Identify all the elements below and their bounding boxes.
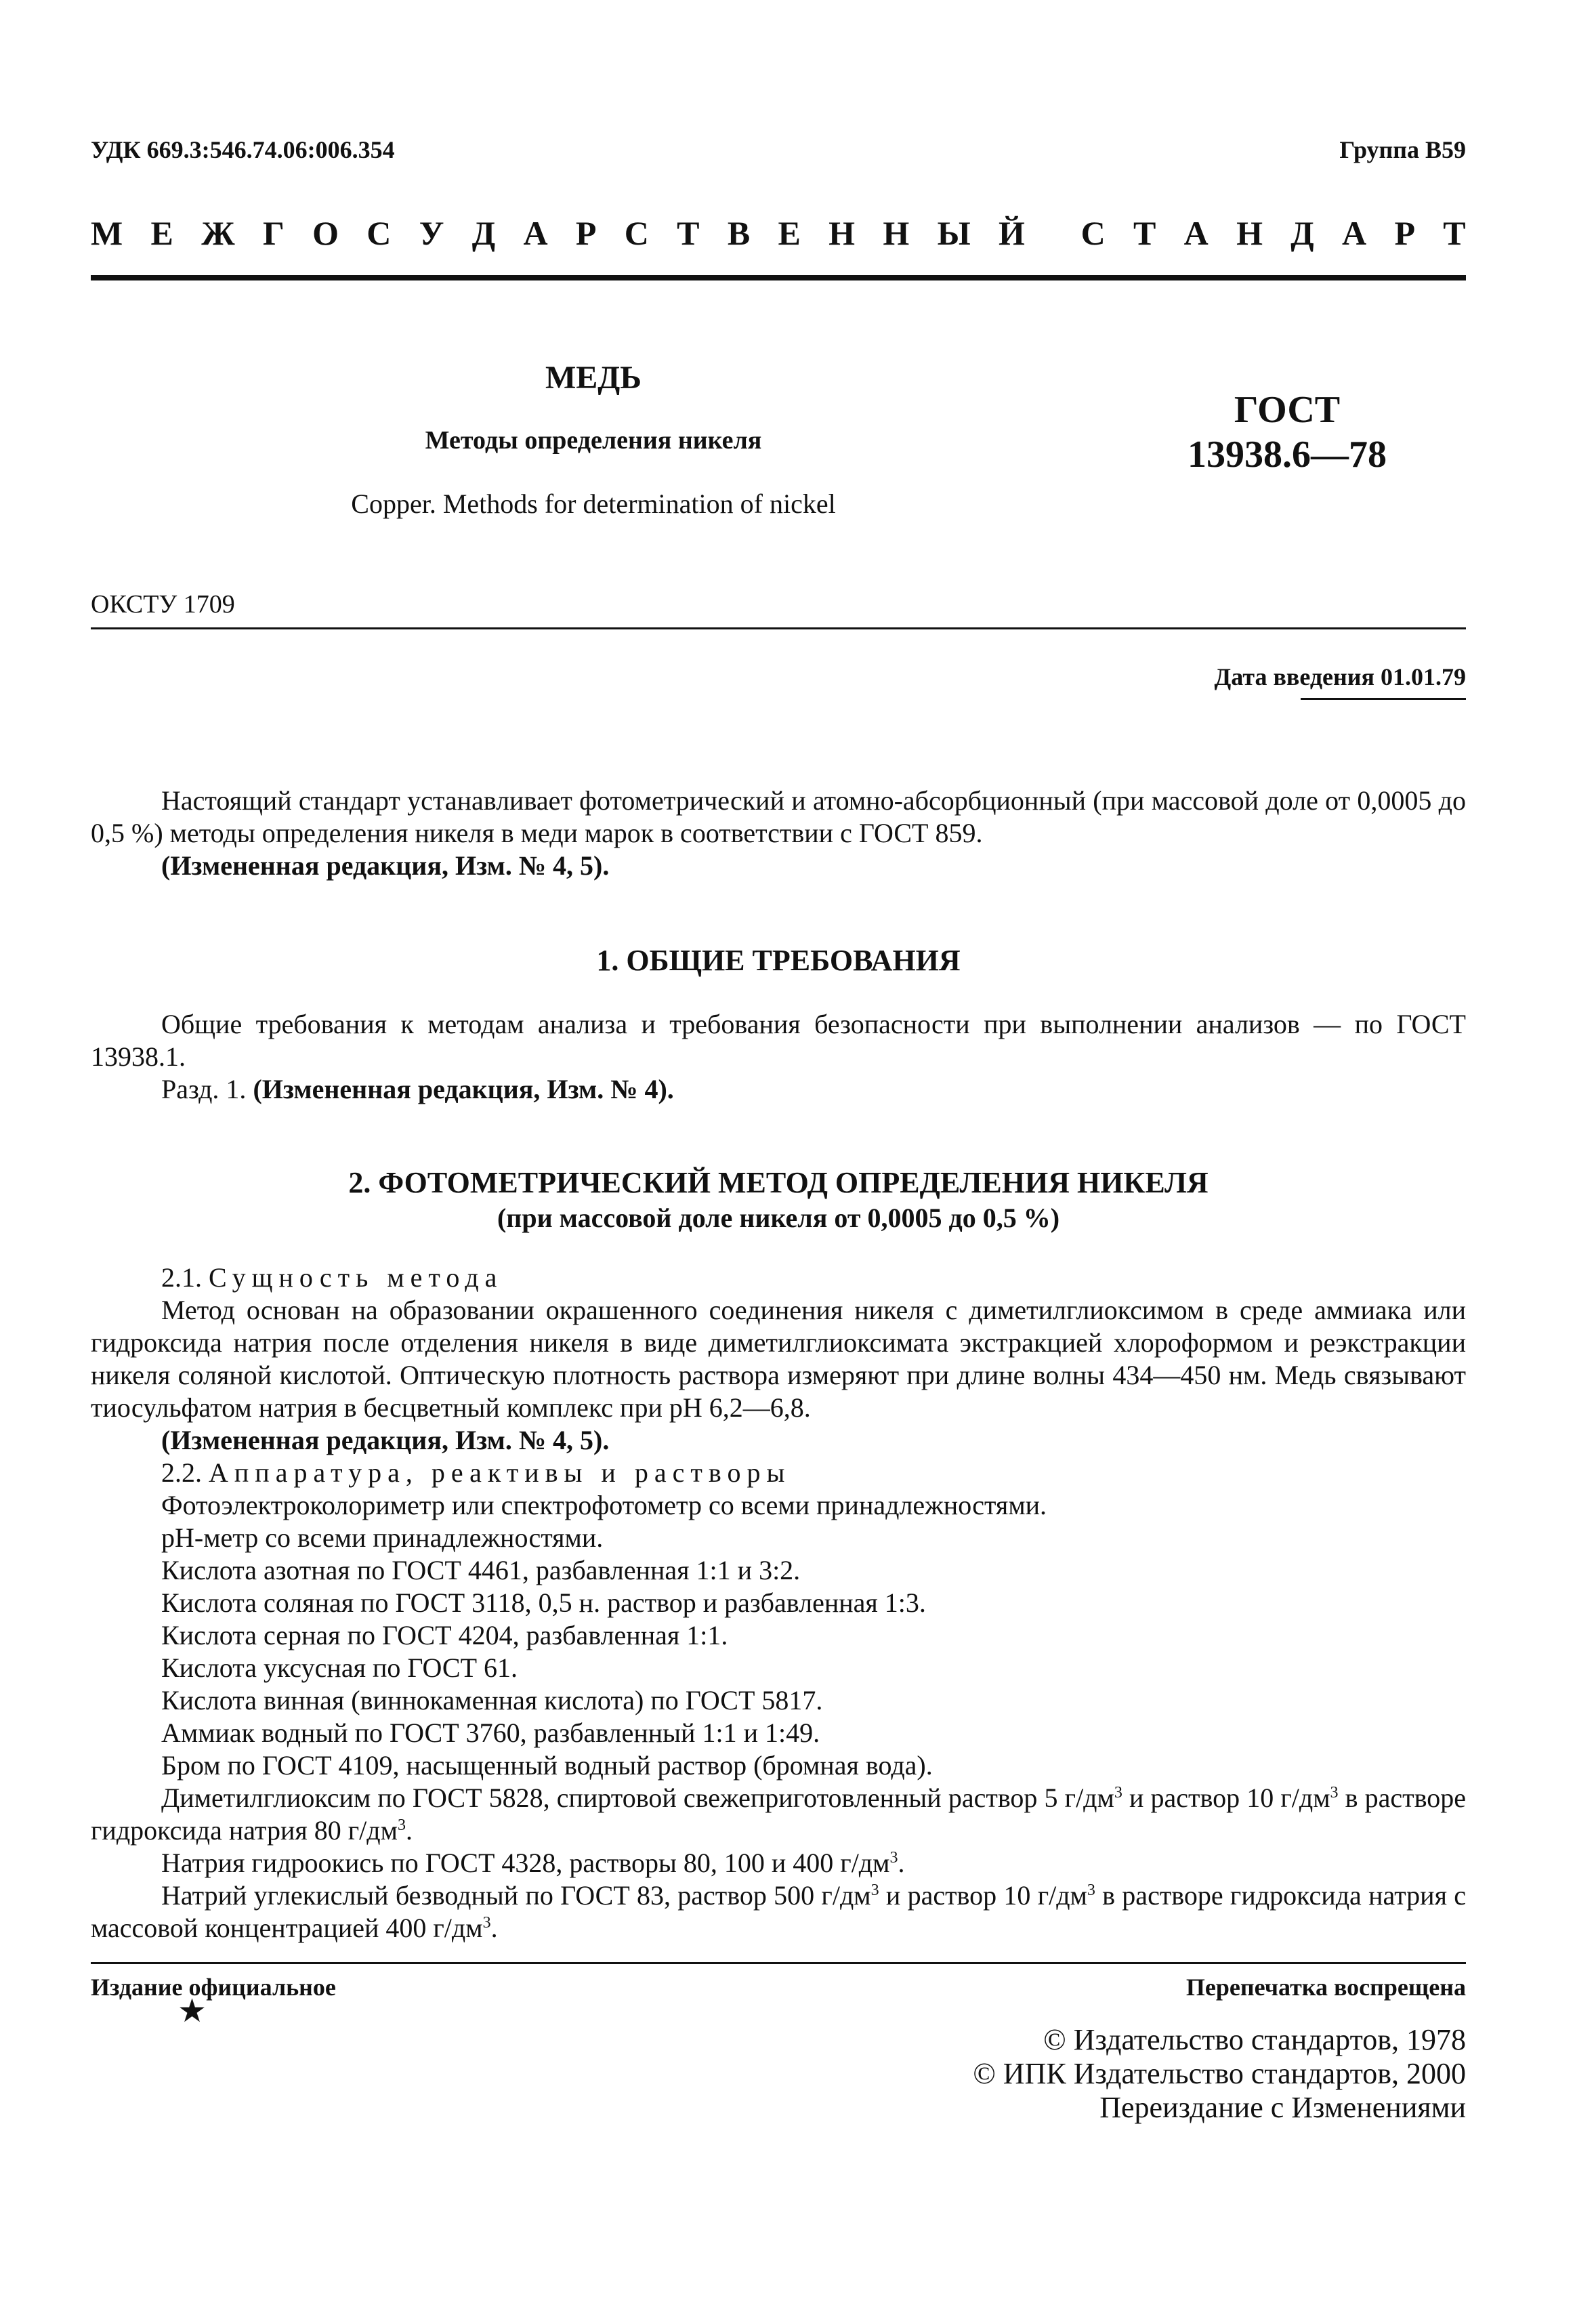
banner-letter: Д [471, 214, 496, 252]
list-item: Бром по ГОСТ 4109, насыщенный водный раствор (бромная вода). [161, 1750, 933, 1781]
banner-letter: Р [575, 214, 597, 252]
list-item: Кислота серная по ГОСТ 4204, разбавленная 1:1. [161, 1620, 728, 1650]
date-underline [1301, 698, 1466, 700]
clause-title: Аппаратура, реактивы и растворы [209, 1457, 791, 1488]
clause-2-1-text: Метод основан на образовании окрашенного соединения никеля с диметилглиоксимом в среде аммиака или гидроксида натрия после отделения никеля в виде диметилглиоксимата экстракцией хлороформом и реэкстракции никеля соляной кислотой. Оптическую плотность раствора измеряют при длине волны 434—450 нм. Медь связывают тиосульфатом натрия в бесцветный комплекс при pH 6,2—6,8. [91, 1295, 1466, 1423]
udk-code: УДК 669.3:546.74.06:006.354 [91, 136, 395, 163]
header-rule [91, 275, 1466, 280]
copyright-line: © Издательство стандартов, 1978 [1043, 2023, 1466, 2056]
text-run: . [405, 1815, 413, 1846]
section-1-title: 1. ОБЩИЕ ТРЕБОВАНИЯ [596, 944, 961, 977]
superscript: 3 [889, 1849, 898, 1867]
reprint-prohibited-label: Перепечатка воспрещена [1185, 1974, 1466, 2001]
section-2-subtitle: (при массовой доле никеля от 0,0005 до 0,5 %) [497, 1203, 1060, 1233]
list-item: Кислота азотная по ГОСТ 4461, разбавленная 1:1 и 3:2. [161, 1555, 801, 1585]
group-code: Группа В59 [1339, 136, 1466, 163]
banner-letter: В [727, 214, 751, 252]
banner-letter: Т [1133, 214, 1156, 252]
document-subtitle: Методы определения никеля [425, 426, 762, 455]
effective-date [1215, 663, 1467, 691]
clause-title: Сущность метода [209, 1262, 503, 1293]
copyright-block [973, 2023, 1466, 2125]
list-item: Кислота винная (виннокаменная кислота) по ГОСТ 5817. [161, 1685, 823, 1715]
date-label: Дата введения [1214, 663, 1374, 690]
banner-letter: Р [1394, 214, 1415, 252]
banner-letter: О [312, 214, 339, 252]
banner-letter: У [419, 214, 444, 252]
document-title-english: Copper. Methods for determination of nickel [351, 488, 836, 519]
text-run: Натрий углекислый безводный по ГОСТ 83, раствор 500 г/дм [161, 1880, 871, 1911]
clause-2-2-heading [91, 1457, 1466, 1489]
list-item-dimethylglyoxime [91, 1782, 1466, 1847]
copyright-line: © ИПК Издательство стандартов, 2000 [973, 2057, 1466, 2090]
text-run: в растворе гидроксида натрия с массовой концентрацией 400 г/дм [91, 1880, 1466, 1943]
superscript: 3 [397, 1816, 406, 1834]
standard-banner [91, 213, 1466, 253]
banner-letter: Й [999, 214, 1025, 252]
clause-number: 2.2. [161, 1457, 202, 1488]
intro-paragraph [91, 785, 1466, 882]
list-item: Кислота уксусная по ГОСТ 61. [161, 1652, 518, 1683]
section-2-title: 2. ФОТОМЕТРИЧЕСКИЙ МЕТОД ОПРЕДЕЛЕНИЯ НИКЕЛЯ [348, 1166, 1209, 1199]
intro-text: Настоящий стандарт устанавливает фотометрический и атомно-абсорбционный (при массовой доле от 0,0005 до 0,5 %) методы определения никеля в меди марок в соответствии с ГОСТ 859. [91, 785, 1466, 848]
gost-designation [1097, 388, 1477, 477]
gost-label: ГОСТ [1234, 389, 1341, 431]
section-1-amendment [91, 1073, 1466, 1106]
text-run: . [898, 1848, 905, 1878]
list-item: Фотоэлектроколориметр или спектрофотометр со всеми принадлежностями. [161, 1490, 1047, 1520]
star-icon: ★ [177, 1993, 207, 2029]
clause-2-1-amendment: (Измененная редакция, Изм. № 4, 5). [161, 1425, 610, 1455]
section-1-body [91, 1008, 1466, 1106]
list-item: pH-метр со всеми принадлежностями. [161, 1522, 604, 1553]
list-item-sodium-carbonate [91, 1879, 1466, 1944]
gost-number: 13938.6—78 [1188, 434, 1387, 476]
meta-rule [91, 627, 1466, 629]
list-item: Аммиак водный по ГОСТ 3760, разбавленный 1:1 и 1:49. [161, 1718, 820, 1748]
banner-letter: М [91, 214, 123, 252]
superscript: 3 [1087, 1881, 1095, 1899]
banner-letter: Т [1443, 214, 1466, 252]
list-item: Кислота соляная по ГОСТ 3118, 0,5 н. раствор и разбавленная 1:3. [161, 1587, 926, 1618]
banner-letter: Е [778, 214, 801, 252]
clause-2-1-heading [91, 1262, 1466, 1294]
date-value: 01.01.79 [1381, 663, 1466, 690]
text-run: и раствор 10 г/дм [879, 1880, 1087, 1911]
text-run: Натрия гидроокись по ГОСТ 4328, растворы 80, 100 и 400 г/дм [161, 1848, 890, 1878]
text-run: . [490, 1913, 498, 1943]
amend-text: (Измененная редакция, Изм. № 4). [253, 1074, 674, 1104]
oksty-code: ОКСТУ 1709 [91, 590, 235, 619]
official-edition-label: Издание официальное [91, 1974, 336, 2001]
banner-letter: С [1080, 214, 1106, 252]
intro-amendment: (Измененная редакция, Изм. № 4, 5). [161, 850, 610, 881]
banner-letter: Ы [937, 214, 971, 252]
banner-letter: С [624, 214, 649, 252]
section-1-text: Общие требования к методам анализа и требования безопасности при выполнении анализов — по ГОСТ 13938.1. [91, 1009, 1466, 1072]
section-2-body [91, 1262, 1466, 1944]
banner-letter: Ж [201, 214, 235, 252]
text-run: и раствор 10 г/дм [1122, 1783, 1330, 1813]
reissue-note: Переиздание с Изменениями [1099, 2091, 1466, 2124]
banner-letter: Д [1290, 214, 1314, 252]
banner-letter: Н [1236, 214, 1263, 252]
banner-letter: А [1342, 214, 1367, 252]
document-title: МЕДЬ [545, 360, 642, 396]
list-item-sodium-hydroxide [91, 1847, 1466, 1879]
text-run: Диметилглиоксим по ГОСТ 5828, спиртовой свежеприготовленный раствор 5 г/дм [161, 1783, 1114, 1813]
amend-prefix: Разд. 1. [161, 1074, 247, 1104]
footer-rule [91, 1962, 1466, 1964]
superscript: 3 [1114, 1784, 1122, 1802]
banner-letter: А [1183, 214, 1209, 252]
banner-letter: С [366, 214, 392, 252]
banner-letter: Т [677, 214, 700, 252]
superscript: 3 [870, 1881, 879, 1899]
text-run: в растворе гидроксида натрия 80 г/дм [91, 1783, 1466, 1846]
banner-letter: А [523, 214, 548, 252]
banner-letter: Г [262, 214, 285, 252]
superscript: 3 [482, 1914, 491, 1932]
clause-number: 2.1. [161, 1262, 202, 1293]
banner-letter: Е [150, 214, 173, 252]
superscript: 3 [1330, 1784, 1339, 1802]
banner-letter: Н [883, 214, 910, 252]
banner-letter: Н [828, 214, 856, 252]
